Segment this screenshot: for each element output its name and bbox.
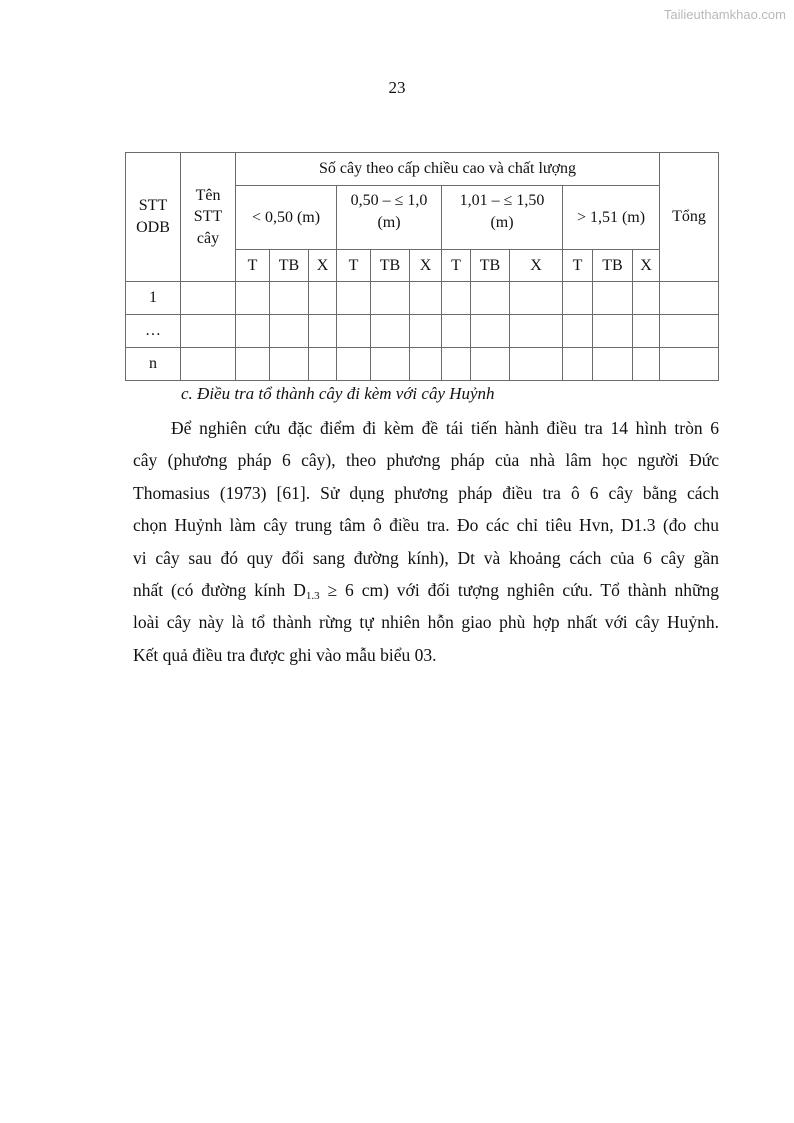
header-class-3-line: (m) [490, 213, 514, 231]
header-class-2-line: (m) [377, 213, 401, 231]
paragraph-line: Thomasius (1973) [61]. Sử dụng phương pháp điều tra ô 6 cây bằng cách [133, 482, 719, 503]
header-quality-t: T [337, 250, 371, 282]
header-quality-tb: TB [471, 250, 510, 282]
subscript: 1.3 [305, 589, 320, 602]
header-quality-x: X [633, 250, 660, 282]
header-quality-tb: TB [371, 250, 410, 282]
section-caption: c. Điều tra tổ thành cây đi kèm với cây Huỷnh [181, 384, 495, 403]
header-height-quality-group: Số cây theo cấp chiều cao và chất lượng [236, 153, 660, 186]
row-label: n [126, 348, 181, 381]
header-quality-x: X [309, 250, 337, 282]
header-stt-odb-line: STT [138, 197, 168, 215]
header-quality-x: X [510, 250, 563, 282]
table-row [126, 348, 719, 381]
header-class-4 [563, 186, 660, 250]
table-row [126, 315, 719, 348]
header-ten-stt-cay-line: Tên [195, 186, 221, 204]
header-stt-odb [126, 153, 181, 282]
page-number: 23 [388, 78, 406, 97]
header-class-3-line: 1,01 – ≤ 1,50 [459, 192, 545, 209]
paragraph-line: loài cây này là tổ thành rừng tự nhiên hỗn giao phù hợp nhất với cây Huỷnh. [133, 612, 719, 633]
watermark: Tailieuthamkhao.com [663, 7, 786, 22]
header-class-4-line: > 1,51 (m) [576, 208, 646, 226]
header-quality-t: T [442, 250, 471, 282]
paragraph-line: Kết quả điều tra được ghi vào mẫu biểu 03. [133, 644, 437, 665]
row-label: 1 [126, 282, 181, 315]
header-quality-tb: TB [270, 250, 309, 282]
header-class-2-line: 0,50 – ≤ 1,0 [350, 192, 428, 209]
paragraph-text: ≥ 6 cm) với đối tượng nghiên cứu. Tổ thành những [319, 579, 719, 600]
header-ten-stt-cay-line: STT [193, 208, 223, 226]
header-ten-stt-cay [181, 153, 236, 282]
header-class-1-line: < 0,50 (m) [251, 208, 321, 226]
body-paragraph [133, 412, 719, 671]
paragraph-line [133, 574, 719, 606]
paragraph-line: chọn Huỷnh làm cây trung tâm ô điều tra. Đo các chỉ tiêu Hvn, D1.3 (đo chu [133, 515, 719, 536]
table-row [126, 282, 719, 315]
header-quality-t: T [236, 250, 270, 282]
paragraph-text: nhất (có đường kính D [133, 579, 306, 600]
paragraph-line: cây (phương pháp 6 cây), theo phương pháp của nhà lâm học người Đức [133, 450, 719, 471]
paragraph-line: Để nghiên cứu đặc điểm đi kèm đề tái tiến hành điều tra 14 hình tròn 6 [171, 418, 719, 438]
header-class-2 [337, 186, 442, 250]
header-ten-stt-cay-line: cây [196, 229, 220, 247]
header-class-3 [442, 186, 563, 250]
paragraph-line: vi cây sau đó quy đổi sang đường kính), Dt và khoảng cách của 6 cây gần [133, 547, 719, 568]
header-quality-tb: TB [593, 250, 633, 282]
survey-table [125, 152, 719, 381]
header-class-1 [236, 186, 337, 250]
row-label: … [126, 315, 181, 348]
header-quality-t: T [563, 250, 593, 282]
header-total: Tổng [660, 153, 719, 282]
header-stt-odb-line: ODB [136, 219, 170, 236]
header-quality-x: X [410, 250, 442, 282]
